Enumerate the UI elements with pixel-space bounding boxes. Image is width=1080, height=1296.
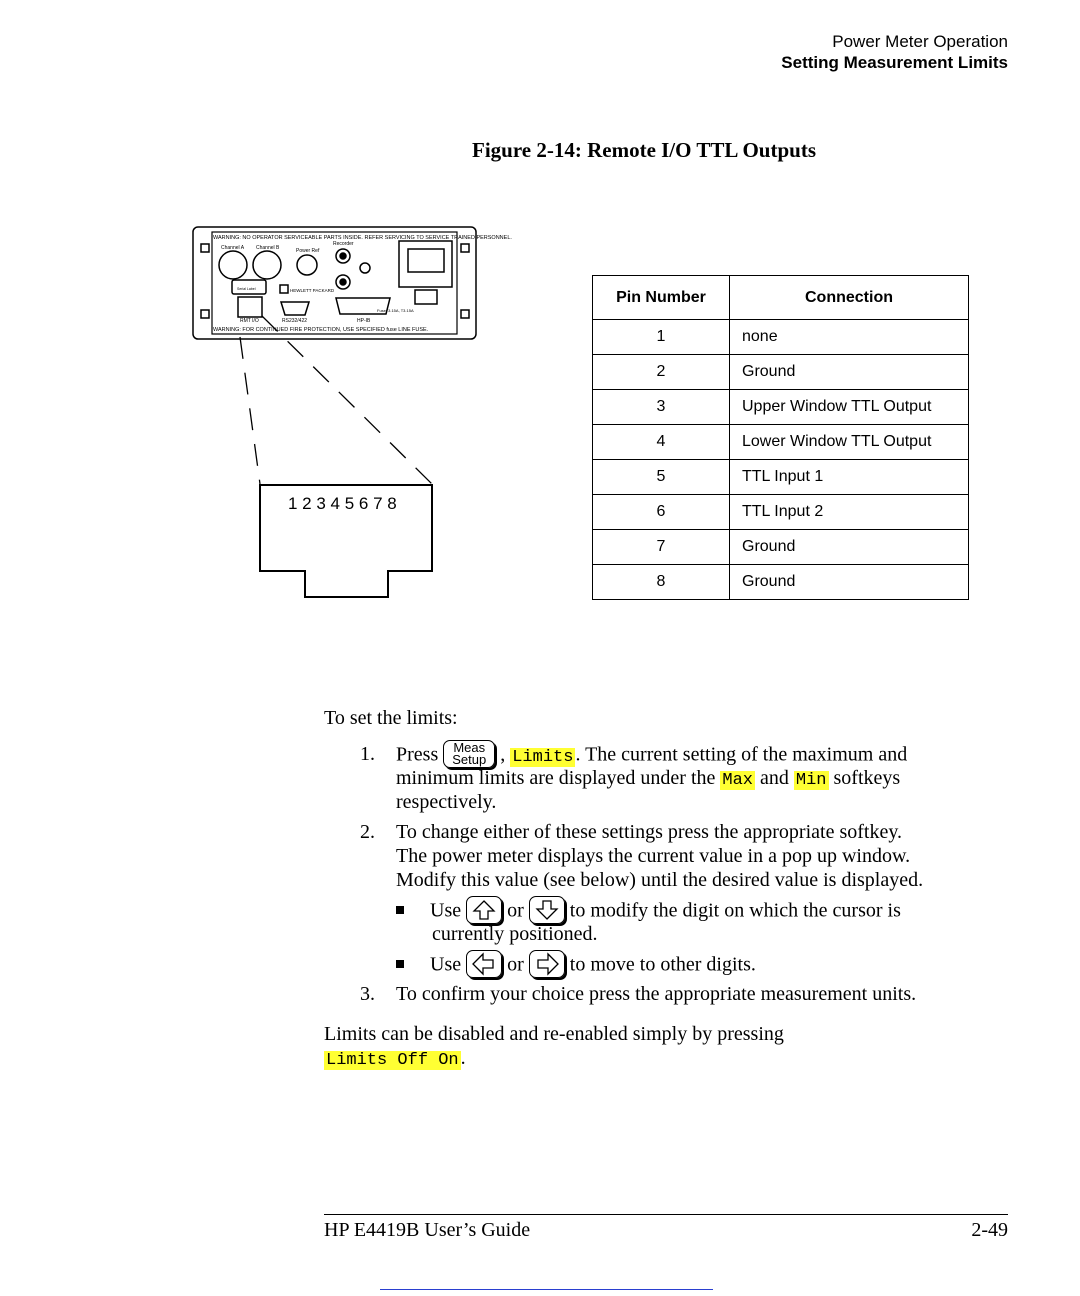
up-arrow-icon [467,897,501,923]
pin-cell: 3 [593,390,730,425]
pin-table [592,275,969,600]
table-row [593,530,969,565]
connection-cell: TTL Input 1 [730,460,969,495]
rear-panel-diagram [0,0,560,620]
screw [461,244,469,252]
softkey-limits-off-on[interactable]: Limits Off On [326,1051,459,1070]
connection-cell: Lower Window TTL Output [730,425,969,460]
zoom-line-left [240,337,260,484]
bullet-icon [396,960,404,968]
bullet-1-text-1: to modify the digit on which the cursor is [569,899,901,922]
figure-caption: Figure 2-14: Remote I/O TTL Outputs [472,138,816,162]
connection-cell: Ground [730,355,969,390]
channel-a-connector [219,251,247,279]
or-text: or [507,899,524,922]
softkey-limits[interactable]: Limits [512,747,574,767]
or-text: or [507,953,524,976]
step-1-text-b: minimum limits are displayed under the [396,767,716,789]
table-row [593,495,969,530]
panel-label-hpib: HP-IB [357,318,371,324]
right-arrow-key[interactable] [529,950,565,978]
press-text: Press [396,743,439,766]
channel-b-connector [253,251,281,279]
table-row [593,390,969,425]
step-1-text-c: respectively. [396,791,497,813]
connection-cell: none [730,320,969,355]
step-2-line-3: Modify this value (see below) until the desired value is displayed. [396,869,924,891]
panel-label-recorder: Recorder [333,241,354,247]
connection-cell: Ground [730,530,969,565]
left-arrow-icon [467,951,501,977]
table-row [593,320,969,355]
step-1-text-a: . The current setting of the maximum and [575,743,908,766]
connection-cell: Ground [730,565,969,600]
period: . [460,1047,466,1069]
table-row [593,425,969,460]
footer-rule [324,1214,1008,1215]
panel-label-channel-a: Channel A [221,245,245,251]
header-subsection: Setting Measurement Limits [781,53,1008,72]
pin-cell: 4 [593,425,730,460]
pin-cell: 2 [593,355,730,390]
ground-terminal [360,263,370,273]
panel-label-fuse: Fuse: 3.15A, T3.15A [377,308,414,313]
bullet-2-line [396,952,756,980]
connection-cell: TTL Input 2 [730,495,969,530]
rs232-port [281,302,309,315]
screw [201,244,209,252]
outro-softkey-line [324,1046,466,1073]
pin-cell: 5 [593,460,730,495]
header-section: Power Meter Operation [832,32,1008,51]
screw [461,310,469,318]
step-3-number: 3. [360,983,375,1005]
softkeys-text: softkeys [833,767,901,789]
key-line-2: Setup [452,752,487,767]
bullet-1-text-2: currently positioned. [432,923,598,945]
footer-title: HP E4419B User’s Guide [324,1219,531,1241]
left-arrow-key[interactable] [466,950,502,978]
softkey-max[interactable]: Max [722,771,753,790]
softkey-min[interactable]: Min [795,771,827,790]
step-2-number: 2. [360,821,375,843]
panel-label-serial: Serial Label [237,287,256,291]
step-1-number: 1. [360,743,375,765]
table-row [593,355,969,390]
power-ref-connector [297,255,317,275]
pin-cell: 6 [593,495,730,530]
panel-warning-bottom: WARNING: FOR CONTINUED FIRE PROTECTION, USE SPECIFIED fuse LINE FUSE. [213,327,429,333]
pin-cell: 1 [593,320,730,355]
connection-header: Connection [730,276,969,320]
connector-pin-numbers: 1 2 3 4 5 6 7 8 [288,494,397,513]
step-1-line-2 [396,766,900,793]
key-line-1: Meas [453,740,486,755]
panel-label-hp-logo: HEWLETT PACKARD [290,288,335,293]
outro-text: Limits can be disabled and re-enabled simply by pressing [324,1023,784,1045]
zoom-line-right [262,316,432,484]
panel-label-power-ref: Power Ref [296,248,320,254]
panel-label-rs232: RS232/422 [282,318,308,324]
down-arrow-icon [530,897,564,923]
right-arrow-icon [530,951,564,977]
bullet-icon [396,906,404,914]
connection-cell: Upper Window TTL Output [730,390,969,425]
hp-logo-icon [280,285,288,293]
panel-warning-top: WARNING: NO OPERATOR SERVICEABLE PARTS INSIDE. REFER SERVICING TO SERVICE TRAINED PERSONNEL. [213,235,512,241]
screw [201,310,209,318]
bullet-2-text: to move to other digits. [569,953,756,976]
pin-cell: 8 [593,565,730,600]
pin-number-header: Pin Number [593,276,730,320]
table-row [593,565,969,600]
panel-label-channel-b: Channel B [256,245,280,251]
comma: , [500,743,506,766]
up-arrow-key[interactable] [466,896,502,924]
fuse-holder [415,290,437,304]
step-2-line-1: To change either of these settings press the appropriate softkey. [396,821,903,843]
bottom-link-rule [380,1289,713,1290]
page-number: 2-49 [971,1219,1008,1241]
table-row [593,460,969,495]
rmt-io-port [238,297,262,317]
and-text: and [760,767,789,789]
step-2-line-2: The power meter displays the current value in a pop up window. [396,845,911,867]
step-3-text: To confirm your choice press the appropriate measurement units. [396,983,917,1005]
pin-cell: 7 [593,530,730,565]
down-arrow-key[interactable] [529,896,565,924]
meas-setup-key[interactable] [443,740,495,768]
use-text: Use [430,899,462,922]
use-text: Use [430,953,462,976]
panel-label-rmt-io: RMT I/O [240,318,259,324]
intro-text: To set the limits: [324,707,458,729]
